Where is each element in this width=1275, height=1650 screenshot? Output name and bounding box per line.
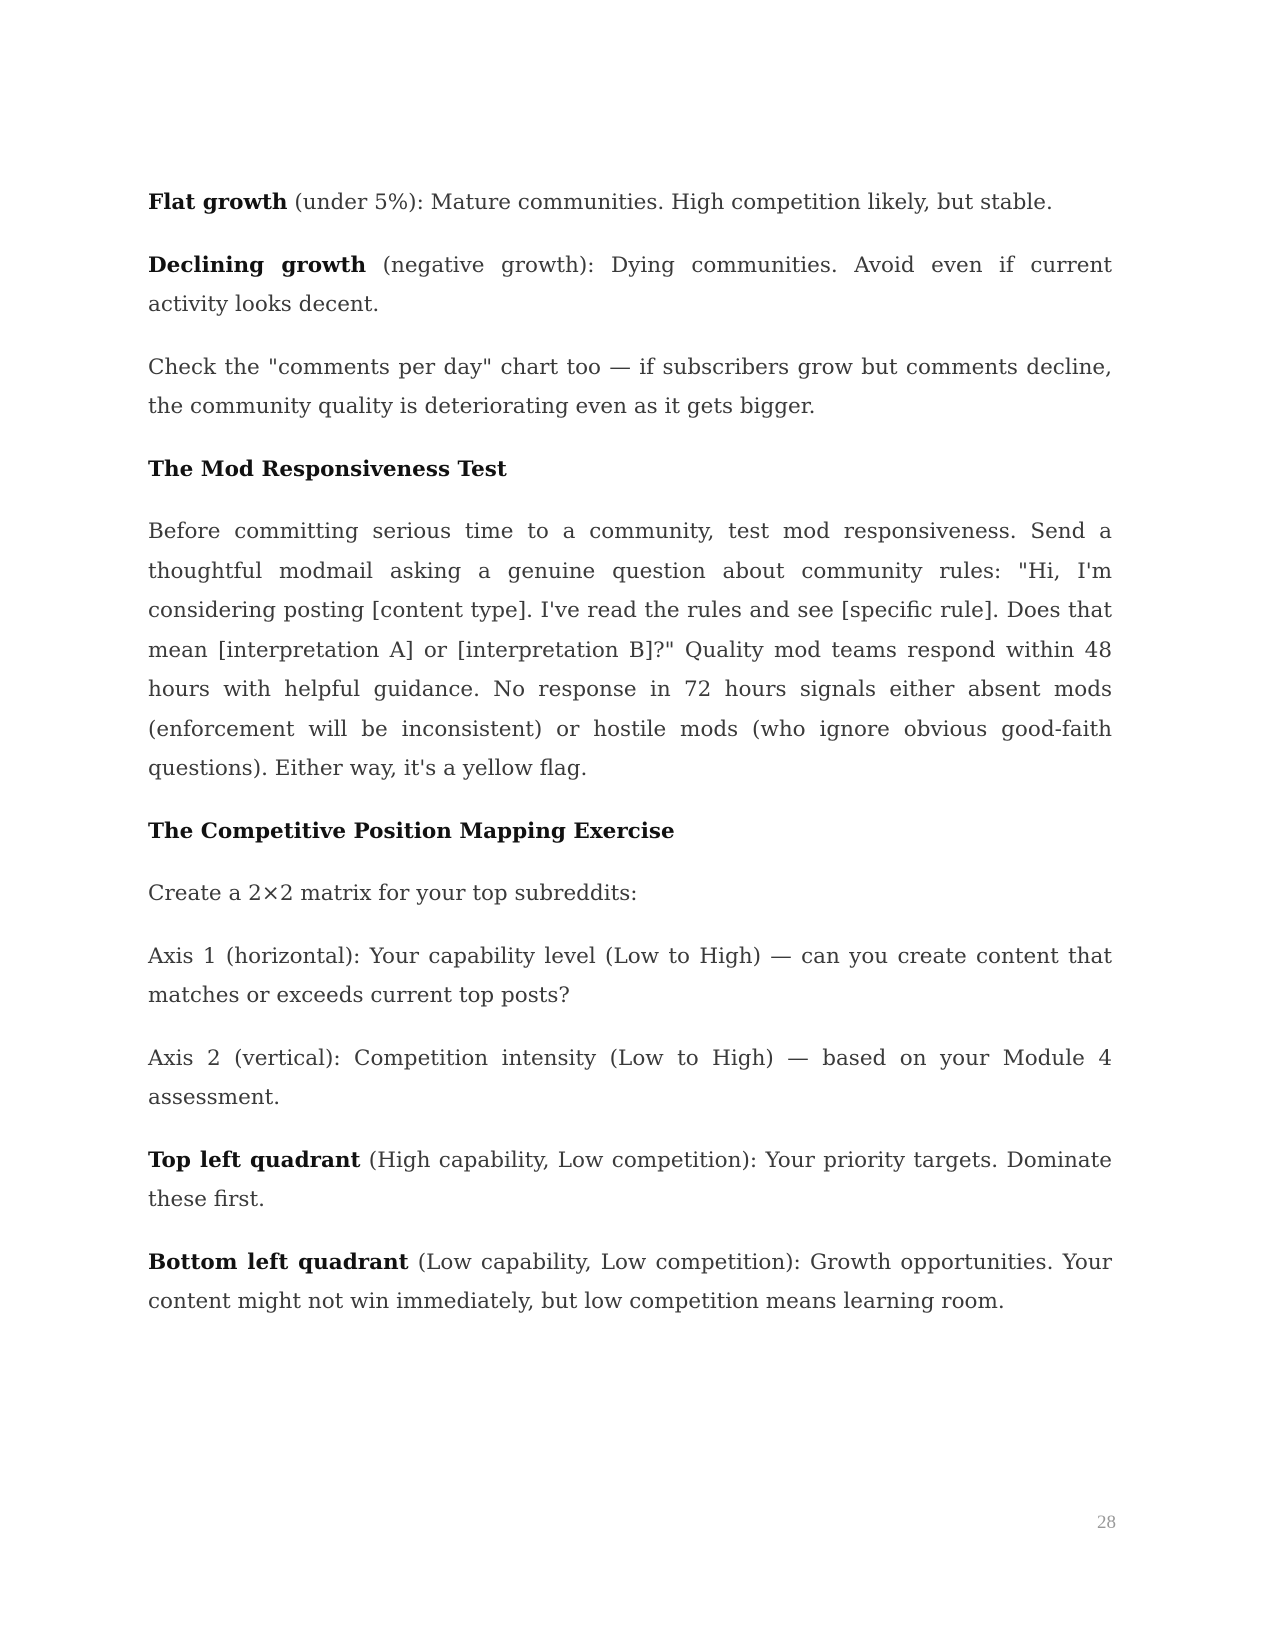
paragraph-mod-responsiveness: Before committing serious time to a community, test mod responsiveness. Send a thoughtful modmail asking a genuine question about community rules: "Hi, I'm considering posting [content type]. I've read the rules and see [specific rule]. Does that mean [interpretation A] or [interpretation B]?" Quality mod teams respond within 48 hours with helpful guidance. No response in 72 hours signals either absent mods (enforcement will be inconsistent) or hostile mods (who ignore obvious good-faith questions). Either way, it's a yellow flag.: [148, 519, 1112, 781]
paragraph-flat-growth: [148, 183, 1112, 223]
paragraph-top-left-quadrant: [148, 1141, 1112, 1220]
heading-mod-responsiveness: The Mod Responsiveness Test: [148, 456, 507, 482]
paragraph-matrix-intro: Create a 2×2 matrix for your top subreddits:: [148, 881, 638, 906]
paragraph-axis-2: Axis 2 (vertical): Competition intensity (Low to High) — based on your Module 4 assessment.: [148, 1045, 1112, 1110]
term-declining-growth: Declining growth: [148, 252, 367, 278]
paragraph-axis-1: Axis 1 (horizontal): Your capability level (Low to High) — can you create content that matches or exceeds current top posts?: [148, 943, 1112, 1008]
paragraph-text: (under 5%): Mature communities. High competition likely, but stable.: [287, 190, 1053, 215]
term-bottom-left-quadrant: Bottom left quadrant: [148, 1249, 409, 1275]
paragraph-text: (negative growth): Dying communities. Avoid even if current activity looks decent.: [148, 252, 1112, 317]
term-top-left-quadrant: Top left quadrant: [148, 1147, 361, 1173]
paragraph-comments-check: Check the "comments per day" chart too — if subscribers grow but comments decline, the community quality is deteriorating even as it gets bigger.: [148, 354, 1112, 419]
page-number: 28: [1097, 1512, 1116, 1533]
paragraph-declining-growth: [148, 246, 1112, 325]
heading-competitive-position: The Competitive Position Mapping Exercise: [148, 818, 675, 844]
paragraph-bottom-left-quadrant: [148, 1243, 1112, 1322]
term-flat-growth: Flat growth: [148, 190, 288, 215]
document-page: [148, 183, 1112, 1345]
paragraph-text: (Low capability, Low competition): Growth opportunities. Your content might not win immediately, but low competition means learning room.: [148, 1249, 1112, 1314]
paragraph-text: (High capability, Low competition): Your priority targets. Dominate these first.: [148, 1147, 1112, 1212]
